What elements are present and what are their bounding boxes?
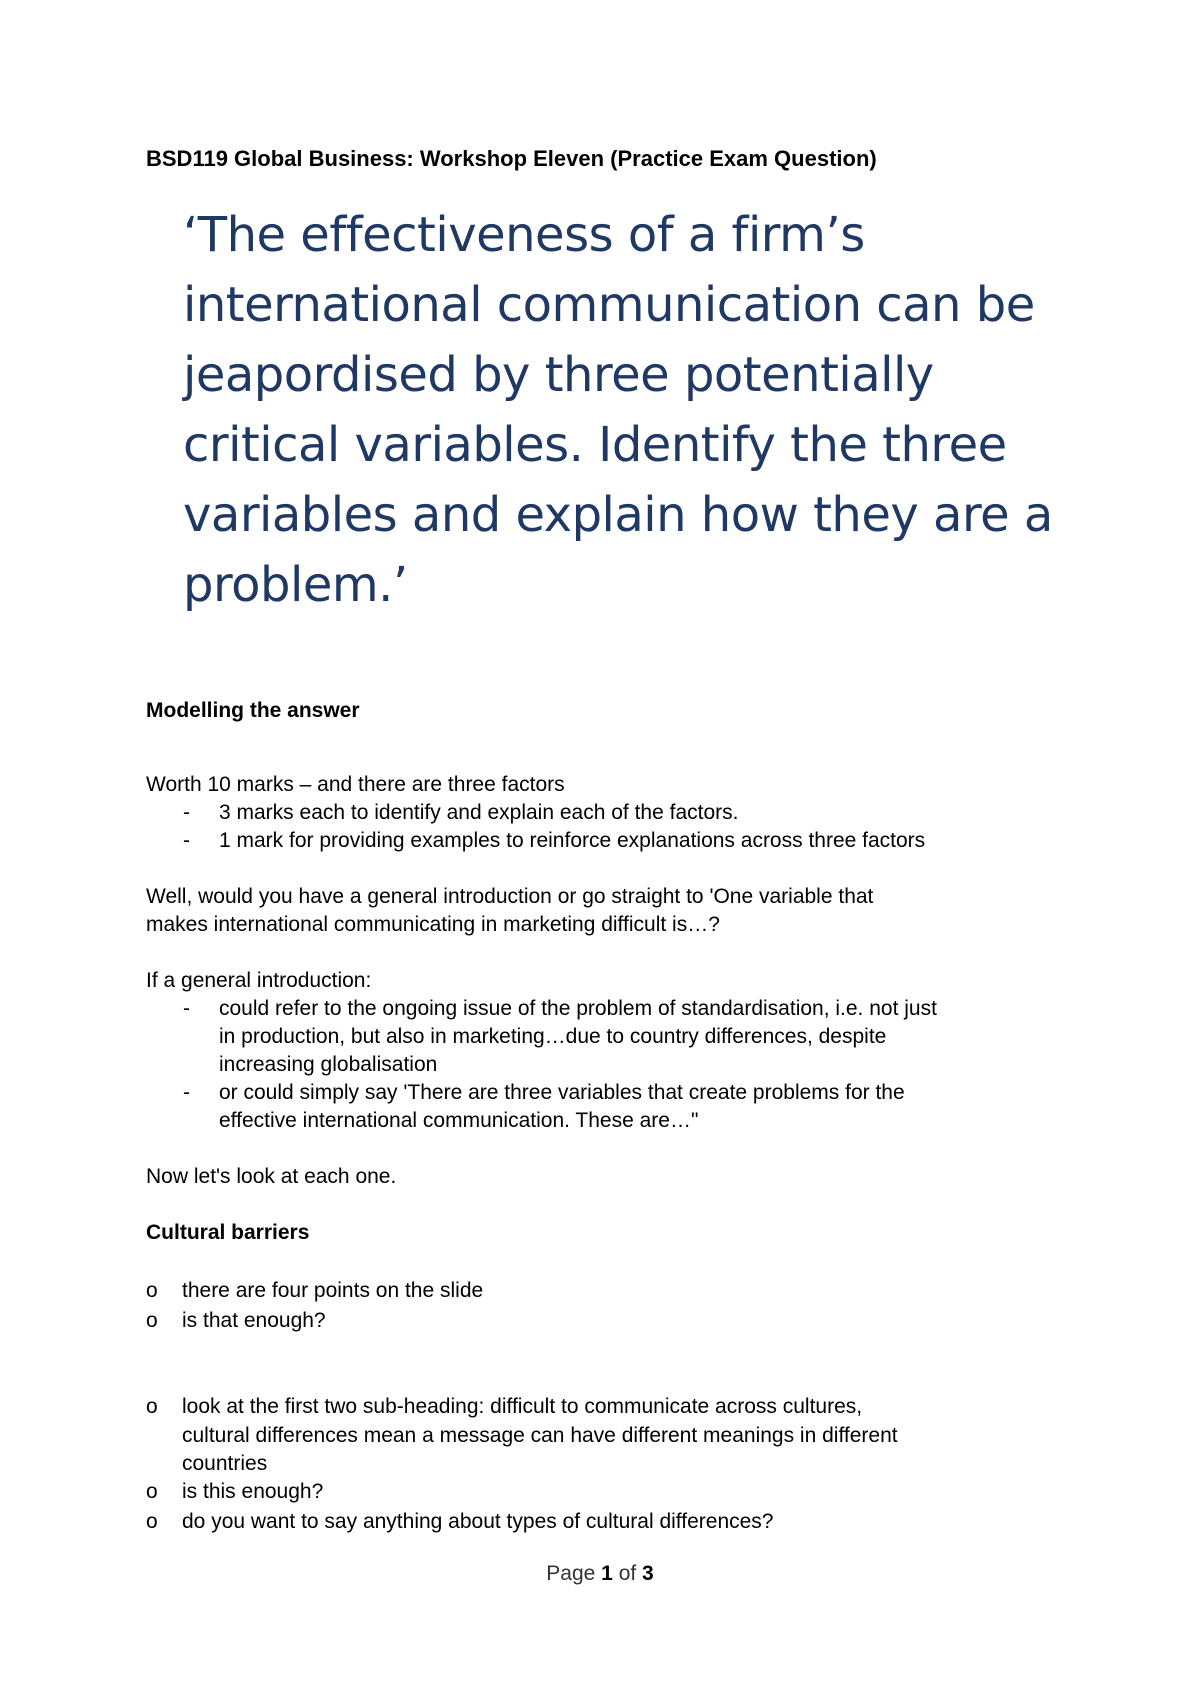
- marks-intro: Worth 10 marks – and there are three factors: [146, 773, 565, 796]
- quote-line: problem.’: [183, 557, 408, 613]
- circle-bullet: o: [146, 1480, 158, 1503]
- modelling-heading: Modelling the answer: [146, 699, 360, 722]
- dash-bullet: -: [183, 997, 190, 1020]
- exam-question-quote: [183, 200, 1083, 620]
- total-pages: 3: [642, 1562, 654, 1585]
- quote-line: variables and explain how they are a: [183, 487, 1053, 543]
- dash-bullet: -: [183, 801, 190, 824]
- current-page: 1: [601, 1562, 613, 1585]
- circle-bullet: o: [146, 1279, 158, 1302]
- page-number-footer: Page 1 of 3: [546, 1562, 654, 1585]
- dash-bullet: -: [183, 829, 190, 852]
- question-line: makes international communicating in marketing difficult is…?: [146, 913, 720, 936]
- quote-line: international communication can be: [183, 277, 1035, 333]
- circle-bullet: o: [146, 1510, 158, 1533]
- quote-line: critical variables. Identify the three: [183, 417, 1007, 473]
- document-title: BSD119 Global Business: Workshop Eleven (Practice Exam Question): [146, 146, 877, 171]
- circle-bullet: o: [146, 1309, 158, 1332]
- circle-bullet: o: [146, 1395, 158, 1418]
- quote-line: ‘The effectiveness of a firm’s: [183, 207, 865, 263]
- general-intro-lead: If a general introduction:: [146, 969, 372, 992]
- cultural-barriers-heading: Cultural barriers: [146, 1221, 310, 1244]
- question-line: Well, would you have a general introduction or go straight to 'One variable that: [146, 885, 874, 908]
- dash-bullet: -: [183, 1081, 190, 1104]
- quote-line: jeapordised by three potentially: [183, 347, 934, 403]
- transition-text: Now let's look at each one.: [146, 1165, 397, 1188]
